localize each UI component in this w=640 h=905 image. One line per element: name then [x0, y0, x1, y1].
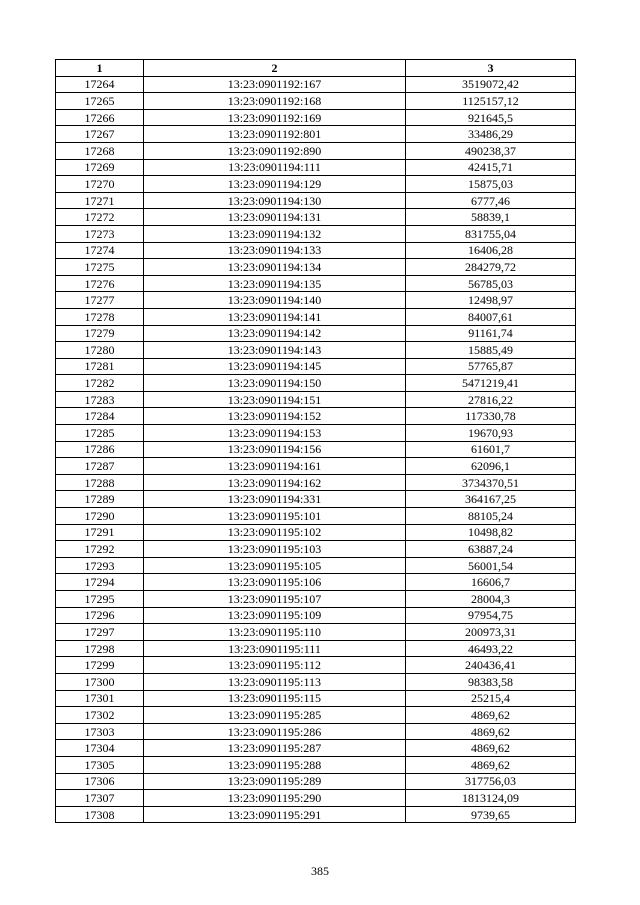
row-number-cell: 17300	[56, 673, 144, 690]
cadastral-number-cell: 13:23:0901194:135	[144, 275, 406, 292]
page-number: 385	[311, 864, 329, 878]
row-number-cell: 17264	[56, 76, 144, 93]
table-row	[56, 259, 576, 276]
table-row	[56, 408, 576, 425]
row-number-cell: 17267	[56, 126, 144, 143]
row-number-cell: 17272	[56, 209, 144, 226]
row-number-cell: 17288	[56, 474, 144, 491]
table-row	[56, 342, 576, 359]
value-cell: 97954,75	[406, 607, 576, 624]
row-number-cell: 17289	[56, 491, 144, 508]
cadastral-number-cell: 13:23:0901195:103	[144, 541, 406, 558]
value-cell: 6777,46	[406, 192, 576, 209]
row-number-cell: 17269	[56, 159, 144, 176]
row-number-cell: 17274	[56, 242, 144, 259]
row-number-cell: 17265	[56, 93, 144, 110]
cadastral-number-cell: 13:23:0901195:110	[144, 624, 406, 641]
table-row	[56, 607, 576, 624]
table-header	[56, 60, 576, 77]
value-cell: 16606,7	[406, 574, 576, 591]
cadastral-number-cell: 13:23:0901194:130	[144, 192, 406, 209]
cadastral-number-cell: 13:23:0901194:152	[144, 408, 406, 425]
row-number-cell: 17266	[56, 109, 144, 126]
value-cell: 98383,58	[406, 673, 576, 690]
row-number-cell: 17296	[56, 607, 144, 624]
cadastral-number-cell: 13:23:0901195:106	[144, 574, 406, 591]
cadastral-number-cell: 13:23:0901195:285	[144, 707, 406, 724]
table-row	[56, 76, 576, 93]
value-cell: 1813124,09	[406, 790, 576, 807]
table-body	[56, 76, 576, 823]
table-row	[56, 126, 576, 143]
row-number-cell: 17295	[56, 591, 144, 608]
value-cell: 3519072,42	[406, 76, 576, 93]
row-number-cell: 17294	[56, 574, 144, 591]
row-number-cell: 17280	[56, 342, 144, 359]
cadastral-number-cell: 13:23:0901195:287	[144, 740, 406, 757]
value-cell: 62096,1	[406, 458, 576, 475]
table-row	[56, 275, 576, 292]
cadastral-number-cell: 13:23:0901194:133	[144, 242, 406, 259]
row-number-cell: 17303	[56, 723, 144, 740]
cadastral-number-cell: 13:23:0901194:151	[144, 391, 406, 408]
table-row	[56, 491, 576, 508]
cadastral-number-cell: 13:23:0901194:131	[144, 209, 406, 226]
row-number-cell: 17270	[56, 176, 144, 193]
cadastral-number-cell: 13:23:0901195:107	[144, 591, 406, 608]
row-number-cell: 17291	[56, 524, 144, 541]
value-cell: 63887,24	[406, 541, 576, 558]
cadastral-number-cell: 13:23:0901194:134	[144, 259, 406, 276]
row-number-cell: 17292	[56, 541, 144, 558]
row-number-cell: 17306	[56, 773, 144, 790]
cadastral-number-cell: 13:23:0901192:801	[144, 126, 406, 143]
table-row	[56, 242, 576, 259]
row-number-cell: 17271	[56, 192, 144, 209]
value-cell: 15875,03	[406, 176, 576, 193]
table-row	[56, 740, 576, 757]
cadastral-number-cell: 13:23:0901194:156	[144, 441, 406, 458]
cadastral-number-cell: 13:23:0901195:115	[144, 690, 406, 707]
cadastral-number-cell: 13:23:0901195:105	[144, 557, 406, 574]
row-number-cell: 17278	[56, 308, 144, 325]
row-number-cell: 17304	[56, 740, 144, 757]
cadastral-number-cell: 13:23:0901194:153	[144, 425, 406, 442]
table-row	[56, 657, 576, 674]
value-cell: 56785,03	[406, 275, 576, 292]
table-row	[56, 391, 576, 408]
table-row	[56, 225, 576, 242]
column-header-2: 2	[144, 60, 406, 77]
row-number-cell: 17301	[56, 690, 144, 707]
cadastral-number-cell: 13:23:0901194:140	[144, 292, 406, 309]
table-row	[56, 375, 576, 392]
value-cell: 117330,78	[406, 408, 576, 425]
cadastral-number-cell: 13:23:0901194:142	[144, 325, 406, 342]
cadastral-number-cell: 13:23:0901195:111	[144, 640, 406, 657]
row-number-cell: 17282	[56, 375, 144, 392]
value-cell: 200973,31	[406, 624, 576, 641]
value-cell: 12498,97	[406, 292, 576, 309]
value-cell: 84007,61	[406, 308, 576, 325]
table-row	[56, 109, 576, 126]
value-cell: 58839,1	[406, 209, 576, 226]
table-row	[56, 541, 576, 558]
cadastral-number-cell: 13:23:0901195:289	[144, 773, 406, 790]
table-row	[56, 458, 576, 475]
value-cell: 88105,24	[406, 508, 576, 525]
cadastral-number-cell: 13:23:0901195:113	[144, 673, 406, 690]
row-number-cell: 17275	[56, 259, 144, 276]
cadastral-number-cell: 13:23:0901194:141	[144, 308, 406, 325]
cadastral-number-cell: 13:23:0901195:286	[144, 723, 406, 740]
value-cell: 91161,74	[406, 325, 576, 342]
row-number-cell: 17273	[56, 225, 144, 242]
value-cell: 19670,93	[406, 425, 576, 442]
value-cell: 25215,4	[406, 690, 576, 707]
table-row	[56, 292, 576, 309]
cadastral-number-cell: 13:23:0901195:101	[144, 508, 406, 525]
table-row	[56, 756, 576, 773]
value-cell: 15885,49	[406, 342, 576, 359]
table-row	[56, 142, 576, 159]
row-number-cell: 17302	[56, 707, 144, 724]
table-row	[56, 508, 576, 525]
table-row	[56, 524, 576, 541]
table-row	[56, 325, 576, 342]
table-row	[56, 474, 576, 491]
row-number-cell: 17285	[56, 425, 144, 442]
value-cell: 27816,22	[406, 391, 576, 408]
cadastral-number-cell: 13:23:0901194:145	[144, 358, 406, 375]
value-cell: 240436,41	[406, 657, 576, 674]
cadastral-number-cell: 13:23:0901195:102	[144, 524, 406, 541]
table-row	[56, 773, 576, 790]
table-row	[56, 806, 576, 823]
column-header-3: 3	[406, 60, 576, 77]
cadastral-number-cell: 13:23:0901194:161	[144, 458, 406, 475]
table-row	[56, 574, 576, 591]
value-cell: 1125157,12	[406, 93, 576, 110]
row-number-cell: 17277	[56, 292, 144, 309]
table-row	[56, 624, 576, 641]
cadastral-number-cell: 13:23:0901195:112	[144, 657, 406, 674]
table-row	[56, 723, 576, 740]
value-cell: 921645,5	[406, 109, 576, 126]
table-row	[56, 425, 576, 442]
value-cell: 57765,87	[406, 358, 576, 375]
table-row	[56, 557, 576, 574]
row-number-cell: 17293	[56, 557, 144, 574]
value-cell: 831755,04	[406, 225, 576, 242]
value-cell: 4869,62	[406, 756, 576, 773]
value-cell: 33486,29	[406, 126, 576, 143]
table-row	[56, 673, 576, 690]
cadastral-number-cell: 13:23:0901192:890	[144, 142, 406, 159]
table-row	[56, 707, 576, 724]
row-number-cell: 17286	[56, 441, 144, 458]
value-cell: 4869,62	[406, 740, 576, 757]
table-row	[56, 93, 576, 110]
cadastral-number-cell: 13:23:0901194:162	[144, 474, 406, 491]
value-cell: 490238,37	[406, 142, 576, 159]
table-row	[56, 308, 576, 325]
cadastral-number-cell: 13:23:0901192:167	[144, 76, 406, 93]
value-cell: 28004,3	[406, 591, 576, 608]
cadastral-number-cell: 13:23:0901195:288	[144, 756, 406, 773]
value-cell: 61601,7	[406, 441, 576, 458]
value-cell: 4869,62	[406, 707, 576, 724]
cadastral-number-cell: 13:23:0901194:331	[144, 491, 406, 508]
value-cell: 42415,71	[406, 159, 576, 176]
cadastral-number-cell: 13:23:0901195:291	[144, 806, 406, 823]
header-row	[56, 60, 576, 77]
value-cell: 4869,62	[406, 723, 576, 740]
row-number-cell: 17283	[56, 391, 144, 408]
row-number-cell: 17299	[56, 657, 144, 674]
table-row	[56, 591, 576, 608]
column-header-1: 1	[56, 60, 144, 77]
table-row	[56, 176, 576, 193]
table-row	[56, 209, 576, 226]
row-number-cell: 17268	[56, 142, 144, 159]
row-number-cell: 17290	[56, 508, 144, 525]
row-number-cell: 17307	[56, 790, 144, 807]
row-number-cell: 17284	[56, 408, 144, 425]
cadastral-number-cell: 13:23:0901195:109	[144, 607, 406, 624]
cadastral-number-cell: 13:23:0901192:169	[144, 109, 406, 126]
table-row	[56, 192, 576, 209]
row-number-cell: 17308	[56, 806, 144, 823]
table-row	[56, 441, 576, 458]
value-cell: 364167,25	[406, 491, 576, 508]
value-cell: 16406,28	[406, 242, 576, 259]
cadastral-number-cell: 13:23:0901194:132	[144, 225, 406, 242]
row-number-cell: 17276	[56, 275, 144, 292]
row-number-cell: 17279	[56, 325, 144, 342]
data-table	[55, 59, 576, 823]
table-row	[56, 358, 576, 375]
table-row	[56, 640, 576, 657]
value-cell: 56001,54	[406, 557, 576, 574]
row-number-cell: 17298	[56, 640, 144, 657]
row-number-cell: 17281	[56, 358, 144, 375]
value-cell: 3734370,51	[406, 474, 576, 491]
cadastral-number-cell: 13:23:0901192:168	[144, 93, 406, 110]
table-row	[56, 790, 576, 807]
cadastral-number-cell: 13:23:0901194:129	[144, 176, 406, 193]
row-number-cell: 17305	[56, 756, 144, 773]
value-cell: 5471219,41	[406, 375, 576, 392]
cadastral-number-cell: 13:23:0901195:290	[144, 790, 406, 807]
value-cell: 10498,82	[406, 524, 576, 541]
cadastral-number-cell: 13:23:0901194:143	[144, 342, 406, 359]
cadastral-number-cell: 13:23:0901194:150	[144, 375, 406, 392]
row-number-cell: 17287	[56, 458, 144, 475]
value-cell: 317756,03	[406, 773, 576, 790]
cadastral-number-cell: 13:23:0901194:111	[144, 159, 406, 176]
value-cell: 46493,22	[406, 640, 576, 657]
value-cell: 284279,72	[406, 259, 576, 276]
table-row	[56, 690, 576, 707]
table-row	[56, 159, 576, 176]
row-number-cell: 17297	[56, 624, 144, 641]
value-cell: 9739,65	[406, 806, 576, 823]
